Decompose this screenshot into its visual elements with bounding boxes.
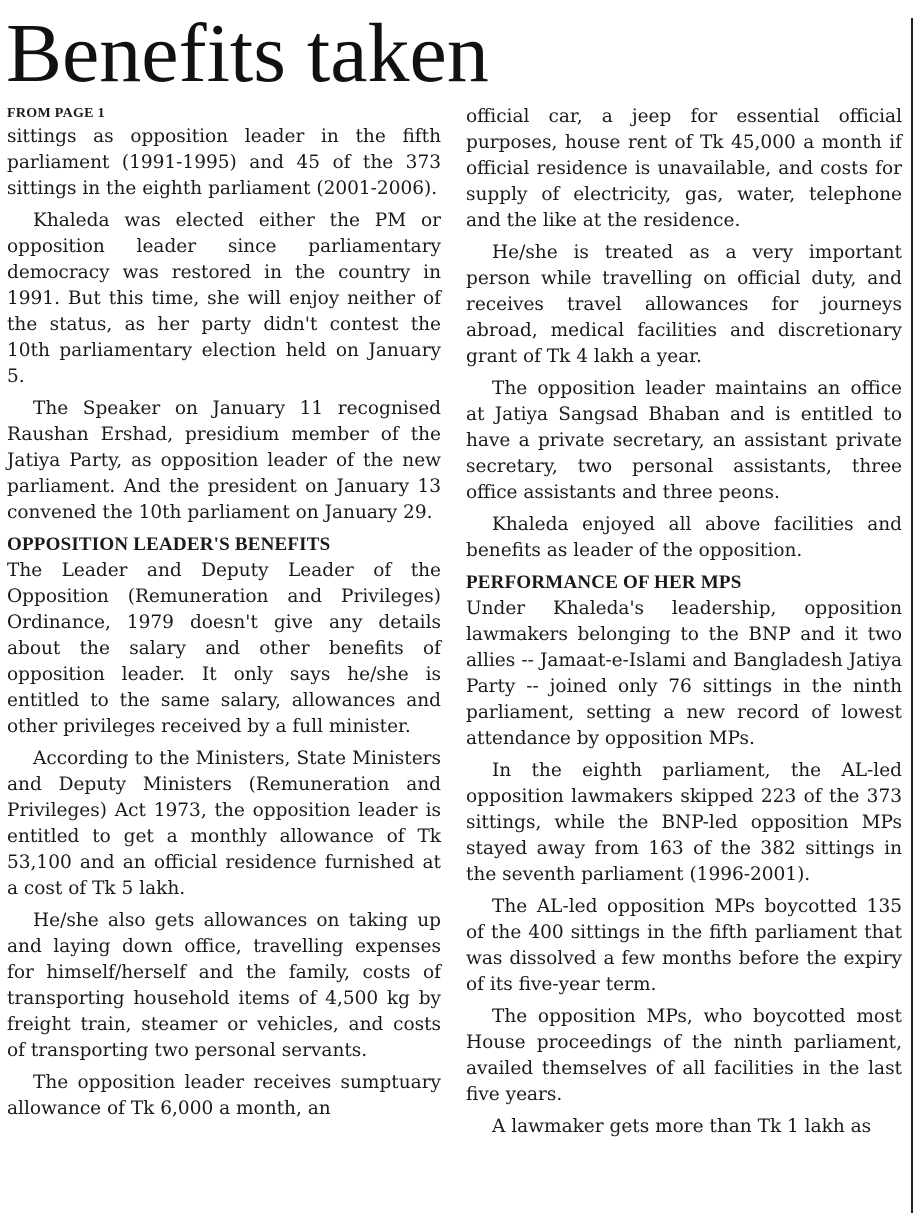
paragraph: He/she also gets allowances on taking up and laying down office, travelling expenses for himself/herself and the family, costs of transporting household items of 4,500 kg by freight train, steamer or vehicles, and costs of transporting two personal servants. (7, 910, 441, 1061)
paragraph: The Leader and Deputy Leader of the Opposition (Remuneration and Privileges) Ordinance, 1979 doesn't give any details about the salary and other benefits of opposition leader. It only says he/she is entitled to the same salary, allowances and other privileges received by a full minister. (7, 560, 441, 737)
paragraph: sittings as opposition leader in the fifth parliament (1991-1995) and 45 of the 373 sittings in the eighth parliament (2001-2006). (7, 126, 441, 199)
article-column-left (7, 104, 441, 1128)
paragraph: The AL-led opposition MPs boycotted 135 of the 400 sittings in the fifth parliament that was dissolved a few months before the expiry of its five-year term. (466, 896, 902, 995)
paragraph: The opposition leader maintains an office at Jatiya Sangsad Bhaban and is entitled to have a private secretary, an assistant private secretary, two personal assistants, three office assistants and three peons. (466, 378, 902, 503)
paragraph: Khaleda enjoyed all above facilities and benefits as leader of the opposition. (466, 514, 902, 561)
paragraph: According to the Ministers, State Ministers and Deputy Ministers (Remuneration and Privileges) Act 1973, the opposition leader is entitled to get a monthly allowance of Tk 53,100 and an official residence furnished at a cost of Tk 5 lakh. (7, 748, 441, 899)
section-subhead: OPPOSITION LEADER'S BENEFITS (7, 534, 331, 555)
continued-from-kicker: FROM PAGE 1 (7, 106, 105, 121)
paragraph: official car, a jeep for essential official purposes, house rent of Tk 45,000 a month if official residence is unavailable, and costs for supply of electricity, gas, water, telephone and the like at the residence. (466, 106, 902, 231)
paragraph: The opposition MPs, who boycotted most House proceedings of the ninth parliament, availed themselves of all facilities in the last five years. (466, 1006, 902, 1105)
paragraph: In the eighth parliament, the AL-led opposition lawmakers skipped 223 of the 373 sittings, while the BNP-led opposition MPs stayed away from 163 of the 382 sittings in the seventh parliament (1996-2001). (466, 760, 902, 885)
section-subhead: PERFORMANCE OF HER MPS (466, 572, 742, 593)
paragraph: He/she is treated as a very important person while travelling on official duty, and receives travel allowances for journeys abroad, medical facilities and discretionary grant of Tk 4 lakh a year. (466, 242, 902, 367)
paragraph: Khaleda was elected either the PM or opposition leader since parliamentary democracy was restored in the country in 1991. But this time, she will enjoy neither of the status, as her party didn't contest the 10th parliamentary election held on January 5. (7, 210, 441, 387)
article-column-right (466, 104, 902, 1146)
paragraph: Under Khaleda's leadership, opposition lawmakers belonging to the BNP and it two allies -- Jamaat-e-Islami and Bangladesh Jatiya Party -- joined only 76 sittings in the ninth parliament, setting a new record of lowest attendance by opposition MPs. (466, 598, 902, 749)
headline: Benefits taken (6, 7, 489, 100)
paragraph: The opposition leader receives sumptuary allowance of Tk 6,000 a month, an (7, 1072, 441, 1119)
column-rule (911, 18, 913, 1213)
paragraph: A lawmaker gets more than Tk 1 lakh as (492, 1116, 872, 1137)
paragraph: The Speaker on January 11 recognised Raushan Ershad, presidium member of the Jatiya Party, as opposition leader of the new parliament. And the president on January 13 convened the 10th parliament on January 29. (7, 398, 441, 523)
